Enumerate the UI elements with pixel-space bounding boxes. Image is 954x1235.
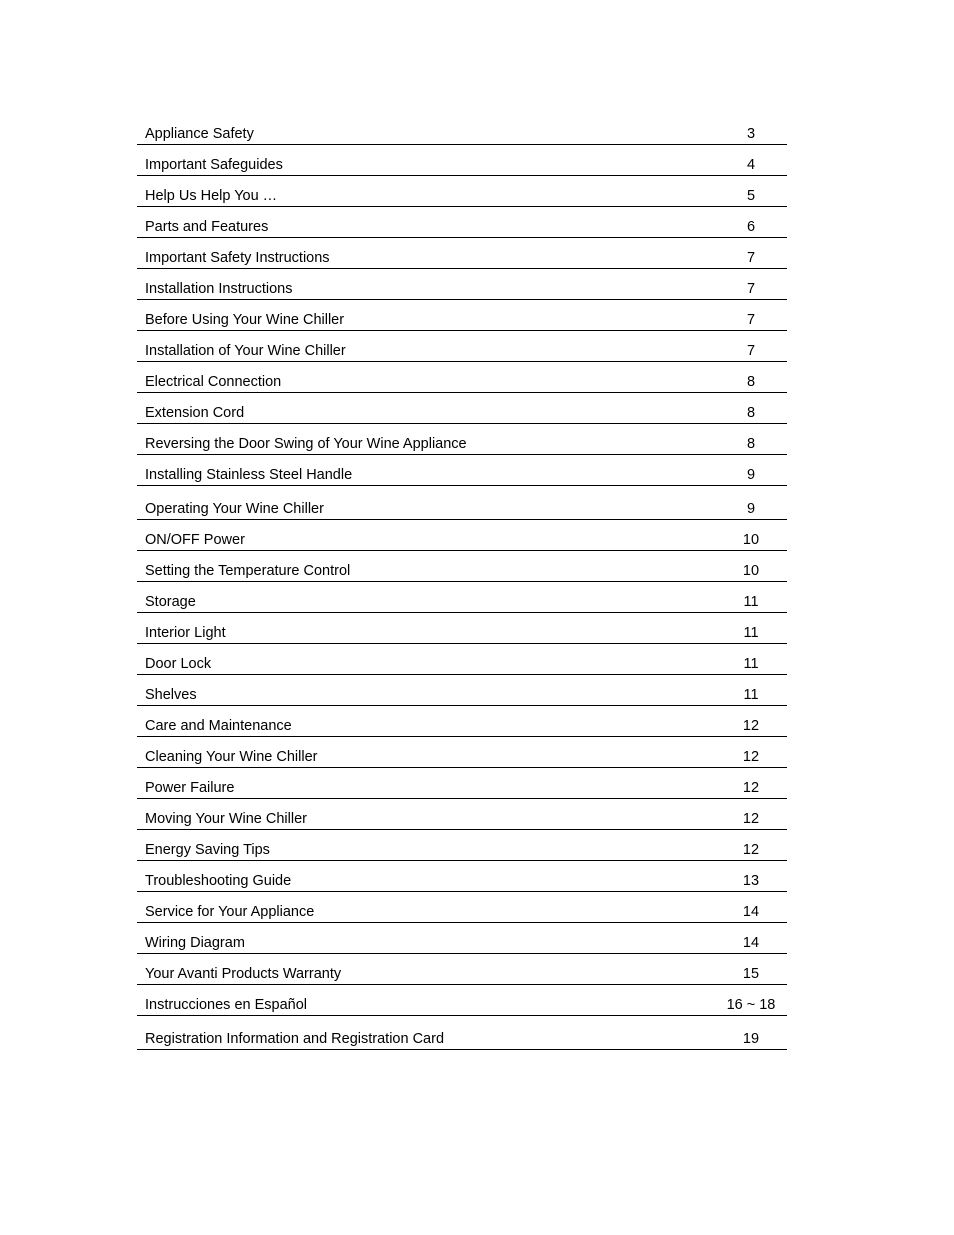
toc-entry-page: 6 — [746, 219, 756, 235]
toc-entry — [137, 207, 787, 238]
toc-entry-title: ON/OFF Power — [145, 532, 245, 548]
toc-entry-title: Service for Your Appliance — [145, 904, 315, 920]
toc-entry-title: Door Lock — [145, 656, 212, 672]
toc-entry-page: 13 — [742, 873, 760, 889]
toc-entry-title: Installing Stainless Steel Handle — [145, 467, 353, 483]
toc-entry — [137, 706, 787, 737]
toc-entry — [137, 644, 787, 675]
toc-entry — [137, 455, 787, 486]
toc-entry — [137, 768, 787, 799]
toc-entry-title: Instrucciones en Español — [145, 997, 308, 1013]
toc-entry-page: 12 — [742, 811, 760, 827]
toc-entry-title: Installation of Your Wine Chiller — [145, 343, 346, 359]
toc-entry-page: 16 ~ 18 — [726, 997, 776, 1013]
toc-entry-page: 14 — [742, 904, 760, 920]
toc-entry-page: 7 — [746, 343, 756, 359]
toc-entry — [137, 582, 787, 613]
toc-entry — [137, 551, 787, 582]
toc-entry — [137, 799, 787, 830]
toc-entry-page: 8 — [746, 436, 756, 452]
toc-entry-title: Setting the Temperature Control — [145, 563, 351, 579]
toc-entry-title: Reversing the Door Swing of Your Wine Appliance — [145, 436, 467, 452]
toc-entry — [137, 362, 787, 393]
toc-entry — [137, 1016, 787, 1050]
toc-entry — [137, 613, 787, 644]
toc-entry-page: 11 — [743, 656, 759, 672]
toc-entry-page: 8 — [746, 405, 756, 421]
toc-entry-title: Important Safety Instructions — [145, 250, 330, 266]
toc-entry — [137, 861, 787, 892]
toc-entry — [137, 300, 787, 331]
toc-entry-page: 10 — [742, 563, 760, 579]
toc-entry-title: Operating Your Wine Chiller — [145, 501, 324, 517]
toc-entry-page: 7 — [746, 250, 756, 266]
toc-entry-title: Installation Instructions — [145, 281, 293, 297]
toc-entry — [137, 393, 787, 424]
toc-entry-page: 12 — [742, 842, 760, 858]
toc-entry-title: Power Failure — [145, 780, 235, 796]
toc-entry — [137, 923, 787, 954]
toc-entry — [137, 675, 787, 706]
toc-entry-page: 12 — [742, 718, 760, 734]
toc-entry-page: 9 — [746, 501, 756, 517]
toc-entry-title: Wiring Diagram — [145, 935, 245, 951]
toc-entry-page: 12 — [742, 780, 760, 796]
toc-entry — [137, 520, 787, 551]
toc-entry — [137, 331, 787, 362]
toc-entry-title: Moving Your Wine Chiller — [145, 811, 307, 827]
toc-entry-title: Cleaning Your Wine Chiller — [145, 749, 318, 765]
toc-entry-page: 12 — [742, 749, 760, 765]
toc-entry-page: 10 — [742, 532, 760, 548]
toc-entry-title: Troubleshooting Guide — [145, 873, 292, 889]
toc-entry — [137, 424, 787, 455]
toc-entry-page: 14 — [742, 935, 760, 951]
toc-entry-page: 7 — [746, 281, 756, 297]
toc-entry — [137, 954, 787, 985]
toc-entry-page: 3 — [746, 126, 756, 142]
toc-entry-title: Interior Light — [145, 625, 226, 641]
toc-entry-page: 19 — [742, 1031, 760, 1047]
toc-entry — [137, 269, 787, 300]
toc-entry — [137, 737, 787, 768]
toc-entry — [137, 830, 787, 861]
table-of-contents — [137, 114, 787, 1050]
toc-entry — [137, 114, 787, 145]
toc-entry-page: 11 — [743, 687, 759, 703]
toc-entry-page: 8 — [746, 374, 756, 390]
toc-entry — [137, 145, 787, 176]
toc-entry-title: Shelves — [145, 687, 197, 703]
toc-entry-title: Important Safeguides — [145, 157, 283, 173]
toc-entry — [137, 176, 787, 207]
toc-entry — [137, 238, 787, 269]
toc-entry-page: 15 — [742, 966, 760, 982]
toc-entry-title: Registration Information and Registration Card — [145, 1031, 445, 1047]
toc-entry — [137, 892, 787, 923]
toc-entry-title: Extension Cord — [145, 405, 245, 421]
toc-entry-title: Before Using Your Wine Chiller — [145, 312, 345, 328]
toc-entry-page: 11 — [743, 625, 759, 641]
toc-entry-page: 11 — [743, 594, 759, 610]
toc-entry — [137, 985, 787, 1016]
toc-entry-title: Care and Maintenance — [145, 718, 292, 734]
toc-entry-page: 4 — [746, 157, 756, 173]
toc-entry-page: 9 — [746, 467, 756, 483]
toc-entry-title: Your Avanti Products Warranty — [145, 966, 342, 982]
toc-entry-title: Electrical Connection — [145, 374, 282, 390]
toc-entry-page: 5 — [746, 188, 756, 204]
toc-entry-title: Energy Saving Tips — [145, 842, 270, 858]
toc-entry-title: Appliance Safety — [145, 126, 254, 142]
toc-entry-title: Help Us Help You … — [145, 188, 278, 204]
toc-entry — [137, 486, 787, 520]
toc-entry-page: 7 — [746, 312, 756, 328]
toc-entry-title: Storage — [145, 594, 196, 610]
toc-entry-title: Parts and Features — [145, 219, 269, 235]
